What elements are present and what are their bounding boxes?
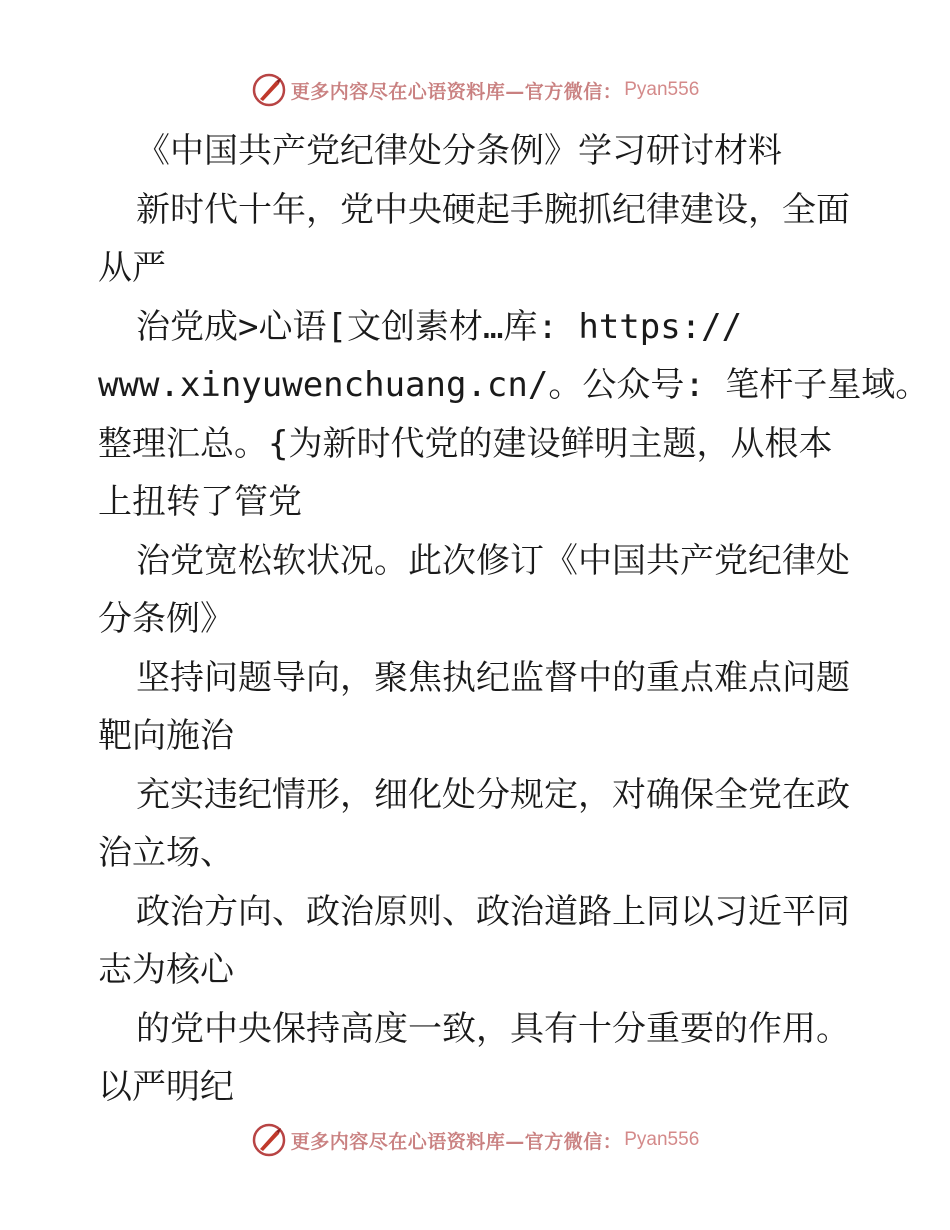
document-line: 以严明纪 <box>98 1067 234 1107</box>
document-body <box>98 122 930 1117</box>
document-line: www.xinyuwenchuang.cn/。公众号: 笔杆子星域。 <box>98 365 930 405</box>
document-line: 新时代十年，党中央硬起手腕抓纪律建设，全面 <box>136 189 850 230</box>
document-line: 《中国共产党纪律处分条例》学习研讨材料 <box>136 131 782 171</box>
document-line: 治立场、 <box>98 833 234 873</box>
document-line: 治党宽松软状况。此次修订《中国共产党纪律处 <box>136 540 850 581</box>
document-line: 充实违纪情形，细化处分规定，对确保全党在政 <box>136 774 850 815</box>
document-line: 上扭转了管党 <box>98 482 302 522</box>
document-line: 治党成>心语[文创素材…库: https:// <box>136 306 743 347</box>
footer-watermark <box>0 1120 950 1160</box>
document-line: 整理汇总。{为新时代党的建设鲜明主题，从根本 <box>98 423 833 464</box>
watermark-text: 更多内容尽在心语资料库—官方微信： <box>290 1130 623 1153</box>
header-watermark <box>0 70 950 110</box>
document-line: 从严 <box>98 248 166 288</box>
quill-logo-icon <box>251 1122 287 1158</box>
document-line: 靶向施治 <box>98 716 234 756</box>
document-line: 的党中央保持高度一致，具有十分重要的作用。 <box>136 1008 850 1049</box>
watermark-wechat-id: Pyan556 <box>624 1129 700 1150</box>
watermark-text: 更多内容尽在心语资料库—官方微信： <box>290 80 623 103</box>
document-line: 坚持问题导向，聚焦执纪监督中的重点难点问题 <box>136 657 850 698</box>
quill-logo-icon <box>251 72 287 108</box>
document-line: 政治方向、政治原则、政治道路上同以习近平同 <box>136 891 850 932</box>
watermark-wechat-id: Pyan556 <box>624 79 700 100</box>
document-line: 分条例》 <box>98 599 234 639</box>
document-line: 志为核心 <box>98 950 234 990</box>
